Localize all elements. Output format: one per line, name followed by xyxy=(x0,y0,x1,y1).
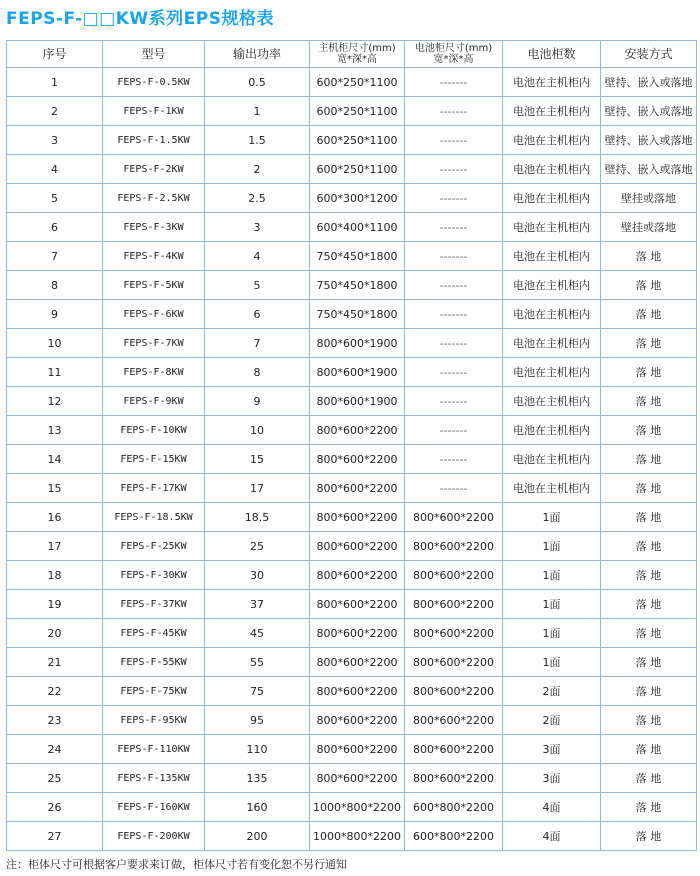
table-row xyxy=(7,416,697,445)
cell-main-size: 800*600*2200 xyxy=(310,619,405,648)
cell-power: 135 xyxy=(205,764,310,793)
cell-power: 9 xyxy=(205,387,310,416)
cell-index: 9 xyxy=(7,300,103,329)
cell-battery-count: 电池在主机柜内 xyxy=(503,300,601,329)
cell-main-size: 800*600*2200 xyxy=(310,735,405,764)
header-battery-size-line1: 电池柜尺寸(mm) xyxy=(414,43,493,54)
cell-main-size: 600*250*1100 xyxy=(310,97,405,126)
cell-main-size: 800*600*2200 xyxy=(310,590,405,619)
cell-battery-size: 600*800*2200 xyxy=(405,822,503,851)
cell-main-size: 800*600*2200 xyxy=(310,503,405,532)
cell-battery-count: 电池在主机柜内 xyxy=(503,213,601,242)
cell-install: 壁持、嵌入或落地 xyxy=(601,155,697,184)
cell-install: 落 地 xyxy=(601,619,697,648)
cell-battery-size: ------- xyxy=(405,184,503,213)
cell-battery-count: 1面 xyxy=(503,532,601,561)
cell-battery-count: 电池在主机柜内 xyxy=(503,445,601,474)
cell-index: 20 xyxy=(7,619,103,648)
cell-battery-count: 1面 xyxy=(503,503,601,532)
cell-model: FEPS-F-3KW xyxy=(103,213,205,242)
table-row xyxy=(7,329,697,358)
table-row xyxy=(7,532,697,561)
cell-install: 壁持、嵌入或落地 xyxy=(601,68,697,97)
table-row xyxy=(7,358,697,387)
table-row xyxy=(7,648,697,677)
cell-battery-size: ------- xyxy=(405,271,503,300)
cell-index: 18 xyxy=(7,561,103,590)
cell-battery-count: 电池在主机柜内 xyxy=(503,271,601,300)
cell-main-size: 800*600*1900 xyxy=(310,387,405,416)
cell-power: 200 xyxy=(205,822,310,851)
cell-battery-count: 电池在主机柜内 xyxy=(503,155,601,184)
header-main-size xyxy=(310,41,405,68)
cell-index: 24 xyxy=(7,735,103,764)
cell-index: 22 xyxy=(7,677,103,706)
cell-install: 落 地 xyxy=(601,416,697,445)
cell-index: 10 xyxy=(7,329,103,358)
cell-main-size: 600*300*1200 xyxy=(310,184,405,213)
cell-model: FEPS-F-9KW xyxy=(103,387,205,416)
cell-battery-count: 电池在主机柜内 xyxy=(503,329,601,358)
cell-battery-count: 3面 xyxy=(503,764,601,793)
cell-power: 6 xyxy=(205,300,310,329)
cell-index: 23 xyxy=(7,706,103,735)
table-row xyxy=(7,213,697,242)
table-row xyxy=(7,793,697,822)
cell-battery-size: 800*600*2200 xyxy=(405,532,503,561)
cell-battery-count: 电池在主机柜内 xyxy=(503,242,601,271)
cell-main-size: 800*600*1900 xyxy=(310,329,405,358)
cell-index: 13 xyxy=(7,416,103,445)
cell-main-size: 800*600*2200 xyxy=(310,474,405,503)
cell-battery-size: 800*600*2200 xyxy=(405,735,503,764)
cell-main-size: 750*450*1800 xyxy=(310,242,405,271)
cell-install: 落 地 xyxy=(601,358,697,387)
cell-index: 17 xyxy=(7,532,103,561)
cell-power: 30 xyxy=(205,561,310,590)
cell-battery-size: ------- xyxy=(405,155,503,184)
cell-power: 55 xyxy=(205,648,310,677)
cell-install: 落 地 xyxy=(601,793,697,822)
cell-power: 110 xyxy=(205,735,310,764)
cell-battery-count: 1面 xyxy=(503,619,601,648)
table-row xyxy=(7,706,697,735)
cell-model: FEPS-F-25KW xyxy=(103,532,205,561)
header-battery-size-line2: 宽*深*高 xyxy=(433,54,474,65)
table-row xyxy=(7,68,697,97)
cell-install: 落 地 xyxy=(601,822,697,851)
cell-battery-size: ------- xyxy=(405,416,503,445)
footnote: 注：柜体尺寸可根据客户要求来订做，柜体尺寸若有变化恕不另行通知 xyxy=(6,858,347,871)
cell-battery-size: ------- xyxy=(405,300,503,329)
cell-power: 2.5 xyxy=(205,184,310,213)
cell-model: FEPS-F-200KW xyxy=(103,822,205,851)
table-row xyxy=(7,735,697,764)
header-row xyxy=(7,41,697,68)
table-row xyxy=(7,474,697,503)
cell-index: 11 xyxy=(7,358,103,387)
cell-battery-count: 电池在主机柜内 xyxy=(503,68,601,97)
cell-battery-size: ------- xyxy=(405,68,503,97)
cell-index: 27 xyxy=(7,822,103,851)
cell-index: 21 xyxy=(7,648,103,677)
cell-battery-size: 800*600*2200 xyxy=(405,590,503,619)
cell-battery-size: 800*600*2200 xyxy=(405,648,503,677)
cell-index: 16 xyxy=(7,503,103,532)
cell-battery-count: 电池在主机柜内 xyxy=(503,126,601,155)
cell-power: 160 xyxy=(205,793,310,822)
cell-model: FEPS-F-2KW xyxy=(103,155,205,184)
cell-power: 25 xyxy=(205,532,310,561)
cell-model: FEPS-F-30KW xyxy=(103,561,205,590)
cell-install: 壁挂或落地 xyxy=(601,184,697,213)
cell-install: 落 地 xyxy=(601,445,697,474)
cell-model: FEPS-F-37KW xyxy=(103,590,205,619)
cell-battery-size: ------- xyxy=(405,242,503,271)
cell-battery-size: 800*600*2200 xyxy=(405,561,503,590)
table-row xyxy=(7,677,697,706)
cell-main-size: 600*250*1100 xyxy=(310,126,405,155)
cell-battery-size: ------- xyxy=(405,445,503,474)
cell-battery-count: 2面 xyxy=(503,706,601,735)
cell-power: 5 xyxy=(205,271,310,300)
cell-battery-size: ------- xyxy=(405,213,503,242)
table-row xyxy=(7,97,697,126)
cell-install: 落 地 xyxy=(601,532,697,561)
cell-install: 落 地 xyxy=(601,387,697,416)
cell-battery-size: ------- xyxy=(405,358,503,387)
cell-battery-size: 800*600*2200 xyxy=(405,764,503,793)
cell-model: FEPS-F-4KW xyxy=(103,242,205,271)
cell-power: 75 xyxy=(205,677,310,706)
header-install: 安装方式 xyxy=(601,41,697,68)
cell-power: 17 xyxy=(205,474,310,503)
cell-battery-size: 800*600*2200 xyxy=(405,503,503,532)
cell-battery-count: 电池在主机柜内 xyxy=(503,416,601,445)
cell-power: 7 xyxy=(205,329,310,358)
cell-power: 1.5 xyxy=(205,126,310,155)
header-battery-count: 电池柜数 xyxy=(503,41,601,68)
table-row xyxy=(7,445,697,474)
cell-index: 19 xyxy=(7,590,103,619)
cell-model: FEPS-F-55KW xyxy=(103,648,205,677)
cell-index: 7 xyxy=(7,242,103,271)
cell-battery-count: 3面 xyxy=(503,735,601,764)
cell-index: 14 xyxy=(7,445,103,474)
table-row xyxy=(7,764,697,793)
cell-battery-count: 1面 xyxy=(503,648,601,677)
cell-model: FEPS-F-45KW xyxy=(103,619,205,648)
cell-power: 0.5 xyxy=(205,68,310,97)
table-row xyxy=(7,619,697,648)
cell-power: 4 xyxy=(205,242,310,271)
cell-index: 3 xyxy=(7,126,103,155)
cell-model: FEPS-F-6KW xyxy=(103,300,205,329)
cell-model: FEPS-F-160KW xyxy=(103,793,205,822)
cell-index: 15 xyxy=(7,474,103,503)
cell-main-size: 800*600*2200 xyxy=(310,677,405,706)
cell-battery-size: 800*600*2200 xyxy=(405,677,503,706)
cell-battery-size: ------- xyxy=(405,387,503,416)
cell-model: FEPS-F-18.5KW xyxy=(103,503,205,532)
cell-main-size: 1000*800*2200 xyxy=(310,822,405,851)
cell-install: 落 地 xyxy=(601,300,697,329)
cell-model: FEPS-F-8KW xyxy=(103,358,205,387)
header-battery-size xyxy=(405,41,503,68)
cell-install: 落 地 xyxy=(601,648,697,677)
cell-main-size: 600*400*1100 xyxy=(310,213,405,242)
cell-install: 落 地 xyxy=(601,735,697,764)
cell-main-size: 800*600*2200 xyxy=(310,764,405,793)
cell-battery-size: 800*600*2200 xyxy=(405,706,503,735)
header-main-size-line2: 宽*深*高 xyxy=(337,54,377,65)
cell-model: FEPS-F-110KW xyxy=(103,735,205,764)
table-row xyxy=(7,300,697,329)
table-row xyxy=(7,387,697,416)
cell-model: FEPS-F-2.5KW xyxy=(103,184,205,213)
cell-main-size: 800*600*2200 xyxy=(310,561,405,590)
cell-battery-count: 电池在主机柜内 xyxy=(503,358,601,387)
cell-install: 落 地 xyxy=(601,590,697,619)
cell-battery-size: 800*600*2200 xyxy=(405,619,503,648)
cell-model: FEPS-F-75KW xyxy=(103,677,205,706)
cell-index: 1 xyxy=(7,68,103,97)
cell-main-size: 600*250*1100 xyxy=(310,155,405,184)
cell-main-size: 600*250*1100 xyxy=(310,68,405,97)
cell-index: 5 xyxy=(7,184,103,213)
cell-index: 6 xyxy=(7,213,103,242)
cell-battery-count: 电池在主机柜内 xyxy=(503,474,601,503)
cell-model: FEPS-F-95KW xyxy=(103,706,205,735)
cell-main-size: 800*600*2200 xyxy=(310,416,405,445)
cell-install: 落 地 xyxy=(601,561,697,590)
cell-model: FEPS-F-1KW xyxy=(103,97,205,126)
cell-model: FEPS-F-10KW xyxy=(103,416,205,445)
cell-power: 95 xyxy=(205,706,310,735)
cell-index: 2 xyxy=(7,97,103,126)
cell-battery-count: 电池在主机柜内 xyxy=(503,97,601,126)
table-row xyxy=(7,590,697,619)
cell-main-size: 1000*800*2200 xyxy=(310,793,405,822)
cell-main-size: 800*600*2200 xyxy=(310,706,405,735)
cell-index: 4 xyxy=(7,155,103,184)
cell-model: FEPS-F-7KW xyxy=(103,329,205,358)
table-body xyxy=(7,68,697,851)
cell-model: FEPS-F-135KW xyxy=(103,764,205,793)
cell-battery-count: 2面 xyxy=(503,677,601,706)
cell-install: 落 地 xyxy=(601,329,697,358)
table-row xyxy=(7,184,697,213)
table-row xyxy=(7,271,697,300)
cell-install: 落 地 xyxy=(601,764,697,793)
cell-power: 45 xyxy=(205,619,310,648)
cell-install: 壁持、嵌入或落地 xyxy=(601,97,697,126)
cell-battery-count: 电池在主机柜内 xyxy=(503,184,601,213)
cell-main-size: 750*450*1800 xyxy=(310,300,405,329)
cell-power: 15 xyxy=(205,445,310,474)
cell-install: 壁挂或落地 xyxy=(601,213,697,242)
header-index: 序号 xyxy=(7,41,103,68)
cell-model: FEPS-F-0.5KW xyxy=(103,68,205,97)
cell-install: 落 地 xyxy=(601,677,697,706)
cell-battery-count: 电池在主机柜内 xyxy=(503,387,601,416)
table-row xyxy=(7,561,697,590)
cell-main-size: 800*600*2200 xyxy=(310,648,405,677)
cell-battery-count: 1面 xyxy=(503,561,601,590)
cell-index: 25 xyxy=(7,764,103,793)
cell-model: FEPS-F-15KW xyxy=(103,445,205,474)
cell-battery-size: ------- xyxy=(405,126,503,155)
cell-install: 壁持、嵌入或落地 xyxy=(601,126,697,155)
table-row xyxy=(7,822,697,851)
cell-power: 10 xyxy=(205,416,310,445)
cell-battery-size: ------- xyxy=(405,474,503,503)
cell-main-size: 800*600*2200 xyxy=(310,445,405,474)
header-main-size-line1: 主机柜尺寸(mm) xyxy=(318,43,396,54)
cell-battery-size: ------- xyxy=(405,329,503,358)
cell-power: 1 xyxy=(205,97,310,126)
cell-main-size: 800*600*2200 xyxy=(310,532,405,561)
cell-power: 3 xyxy=(205,213,310,242)
cell-index: 26 xyxy=(7,793,103,822)
spec-table xyxy=(6,40,697,851)
cell-install: 落 地 xyxy=(601,271,697,300)
cell-power: 8 xyxy=(205,358,310,387)
cell-install: 落 地 xyxy=(601,474,697,503)
cell-index: 12 xyxy=(7,387,103,416)
cell-main-size: 800*600*1900 xyxy=(310,358,405,387)
cell-battery-size: 600*800*2200 xyxy=(405,793,503,822)
cell-main-size: 750*450*1800 xyxy=(310,271,405,300)
cell-index: 8 xyxy=(7,271,103,300)
cell-install: 落 地 xyxy=(601,706,697,735)
cell-model: FEPS-F-17KW xyxy=(103,474,205,503)
table-row xyxy=(7,242,697,271)
cell-power: 2 xyxy=(205,155,310,184)
table-row xyxy=(7,126,697,155)
table-row xyxy=(7,155,697,184)
header-power: 输出功率 xyxy=(205,41,310,68)
cell-model: FEPS-F-1.5KW xyxy=(103,126,205,155)
cell-install: 落 地 xyxy=(601,242,697,271)
header-model: 型号 xyxy=(103,41,205,68)
cell-power: 37 xyxy=(205,590,310,619)
cell-battery-count: 1面 xyxy=(503,590,601,619)
cell-battery-count: 4面 xyxy=(503,822,601,851)
cell-battery-size: ------- xyxy=(405,97,503,126)
page-title: FEPS-F-□□KW系列EPS规格表 xyxy=(6,9,274,29)
cell-battery-count: 4面 xyxy=(503,793,601,822)
cell-power: 18.5 xyxy=(205,503,310,532)
cell-install: 落 地 xyxy=(601,503,697,532)
table-row xyxy=(7,503,697,532)
cell-model: FEPS-F-5KW xyxy=(103,271,205,300)
